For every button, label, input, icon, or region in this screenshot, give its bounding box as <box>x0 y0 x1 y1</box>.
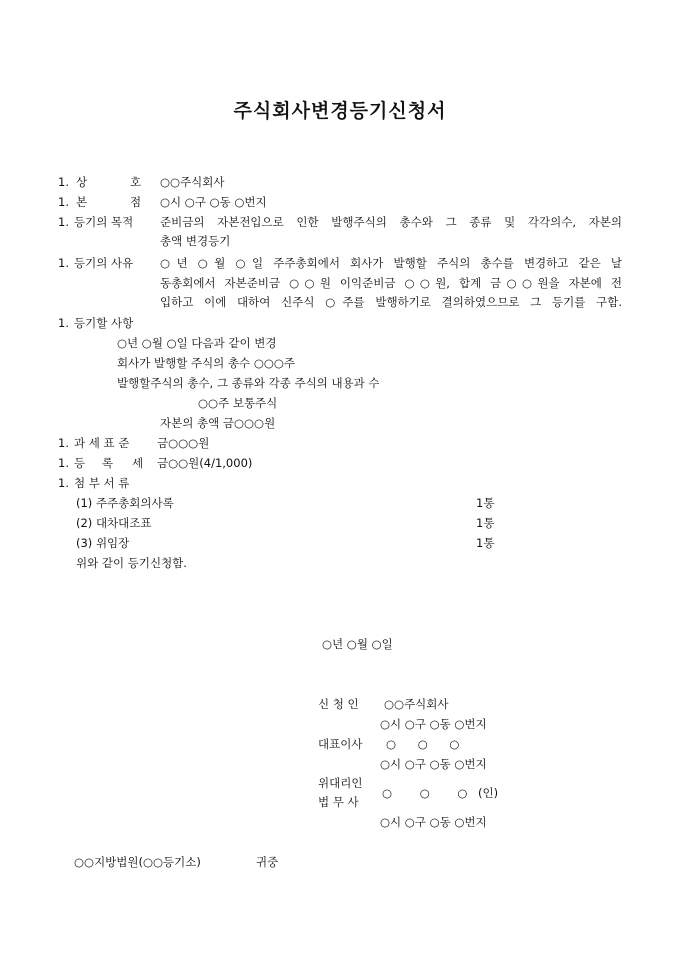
representative-name: ○ ○ ○ <box>386 737 460 751</box>
head-office-value: ○시 ○구 ○동 ○번지 <box>160 195 267 209</box>
seal-mark: (인) <box>478 786 499 800</box>
applicant-label: 신 청 인 <box>318 697 359 711</box>
applicant-company: ○○주식회사 <box>384 697 449 711</box>
tax-base-label: 과 세 표 준 <box>74 436 130 450</box>
document-page: 주식회사변경등기신청서 1. 상 호 ○○주식회사 1. 본 점 ○시 ○구 ○동 ○번지 1. 등기의 목적 준비금의 자본전입으로 인한 발행주식의 총수와 그 종류 및 각각의수, 자본의 총액 변경등기 1. 등기의 사유 ○년 ○월 ○일 주주총회에서 회사가 발행할 주식의 총수를 변경하고 같은 날 동총회에서 자본준비금 ○○원 이익준비금 ○○원, 합계 금○○원을 자본에 전 입하고 이에 대하여 신주식 ○주를 발행하기로 결의하였으므로 그 등기를 구함. 1. 등기할 사항 ○년 ○월 ○일 다음과 같이 변경 회사가 발행할 주식의 총수 ○○○주 발행할주식의 총수, 그 종류와 각종 주식의 내용과 수 ○○주 보통주식 자본의 총액 금○○○원 1. 과 세 표 준 금○○○원 1. 등 록 세 금○○원(4/1,000) 1. 첨 부 서 류 (1) 주주총회의사록 1통 (2) 대차대조표 1통 (3) 위임장 1통 위와 같이 등기신청함. ○년 ○월 ○일 신 청 인 ○○주식회사 ○시 ○구 ○동 ○번지 대표이사 ○ ○ ○ ○시 ○구 ○동 ○번지 위대리인 법 무 사 ○ ○ ○ (인) ○시 ○구 ○동 ○번지 ○○지방법원(○○등기소) 귀중 <box>0 0 680 962</box>
representative-address: ○시 ○구 ○동 ○번지 <box>380 757 487 771</box>
registry-matters-line5: 자본의 총액 금○○○원 <box>160 416 276 430</box>
trade-name-value: ○○주식회사 <box>160 175 225 189</box>
purpose-value-line1: 준비금의 자본전입으로 인한 발행주식의 총수와 그 종류 및 각각의수, 자본의 <box>160 215 622 229</box>
reason-label: 등기의 사유 <box>74 256 134 270</box>
representative-label: 대표이사 <box>318 737 363 751</box>
attachment-name: (1) 주주총회의사록 <box>76 496 174 510</box>
reason-value-line2: 동총회에서 자본준비금 ○○원 이익준비금 ○○원, 합계 금○○원을 자본에 전 <box>160 276 622 290</box>
application-date: ○년 ○월 ○일 <box>322 637 393 651</box>
agent-name: ○ ○ ○ <box>382 786 468 800</box>
agent-label-1: 위대리인 <box>318 776 363 790</box>
attachments-label: 첨 부 서 류 <box>74 476 130 490</box>
attachment-count: 1통 <box>476 516 495 530</box>
registration-tax-value: 금○○원(4/1,000) <box>157 456 253 470</box>
applicant-address: ○시 ○구 ○동 ○번지 <box>380 717 487 731</box>
registry-matters-line2: 회사가 발행할 주식의 총수 ○○○주 <box>117 356 296 370</box>
attachment-count: 1통 <box>476 496 495 510</box>
purpose-value-line2: 총액 변경등기 <box>160 234 231 248</box>
reason-value-line1: ○년 ○월 ○일 주주총회에서 회사가 발행할 주식의 총수를 변경하고 같은 날 <box>160 256 622 270</box>
court-name: ○○지방법원(○○등기소) <box>74 855 201 869</box>
registry-matters-label: 등기할 사항 <box>74 316 134 330</box>
agent-address: ○시 ○구 ○동 ○번지 <box>380 815 487 829</box>
reason-value-line3: 입하고 이에 대하여 신주식 ○주를 발행하기로 결의하였으므로 그 등기를 구함. <box>160 295 622 309</box>
attachment-count: 1통 <box>476 536 495 550</box>
tax-base-value: 금○○○원 <box>157 436 210 450</box>
attachment-name: (2) 대차대조표 <box>76 516 152 530</box>
agent-label-2: 법 무 사 <box>318 795 359 809</box>
honorific: 귀중 <box>256 855 279 869</box>
purpose-label: 등기의 목적 <box>74 215 134 229</box>
attachment-name: (3) 위임장 <box>76 536 130 550</box>
document-title: 주식회사변경등기신청서 <box>233 100 447 122</box>
registry-matters-line3: 발행할주식의 총수, 그 종류와 각종 주식의 내용과 수 <box>117 376 380 390</box>
registry-matters-line1: ○년 ○월 ○일 다음과 같이 변경 <box>117 336 277 350</box>
registry-matters-line4: ○○주 보통주식 <box>198 396 278 410</box>
closing-statement: 위와 같이 등기신청함. <box>76 556 187 570</box>
